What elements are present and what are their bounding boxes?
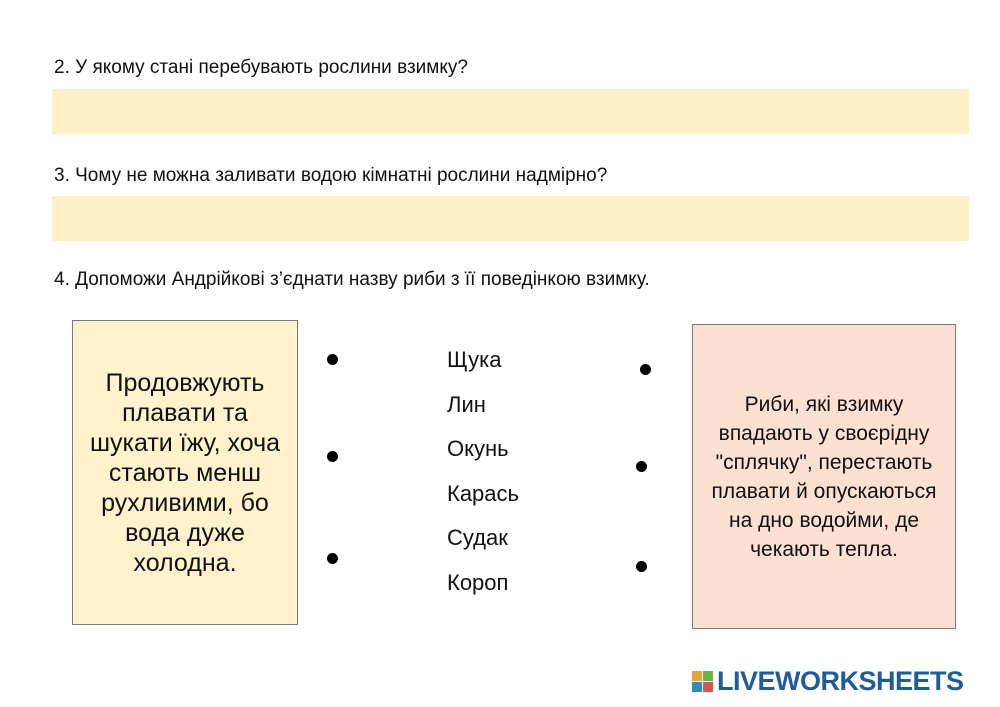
logo-tile-icon [692,682,702,692]
question-2-text: 2. У якому стані перебувають рослини взимку? [54,57,468,78]
fish-item: Карась [447,480,519,506]
liveworksheets-logo [692,666,964,696]
behavior-card-hibernate-text: Риби, які взимку впадають у своєрідну "сплячку", перестають плавати й опускаються на дно водойми, де чекають тепла. [711,392,937,561]
match-dot-right-2[interactable] [636,461,647,472]
fish-item: Окунь [447,436,509,461]
question-3-answer-field[interactable] [52,196,969,241]
match-dot-right-3[interactable] [636,561,647,572]
behavior-card-hibernate [692,324,956,629]
logo-tile-icon [703,671,713,681]
fish-item: Лин [447,391,486,417]
liveworksheets-logo-icon [692,671,713,692]
behavior-card-active [72,320,298,625]
match-dot-left-1[interactable] [327,354,338,365]
behavior-card-active-text: Продовжують плавати та шукати їжу, хоча стають менш рухливими, бо вода дуже холодна. [89,368,281,577]
question-4-text: 4. Допоможи Андрійкові з’єднати назву риби з її поведінкою взимку. [54,269,650,290]
fish-item: Судак [447,525,508,550]
match-dot-left-3[interactable] [327,553,338,564]
fish-item: Щука [447,347,502,372]
liveworksheets-logo-text: LIVEWORKSHEETS [717,666,964,696]
fish-list [447,344,519,611]
match-dot-left-2[interactable] [327,451,338,462]
match-dot-right-1[interactable] [640,364,651,375]
fish-item: Короп [447,569,509,595]
logo-tile-icon [692,671,702,681]
logo-tile-icon [703,682,713,692]
question-3-text: 3. Чому не можна заливати водою кімнатні рослини надмірно? [54,165,608,186]
question-2-answer-field[interactable] [52,89,969,134]
